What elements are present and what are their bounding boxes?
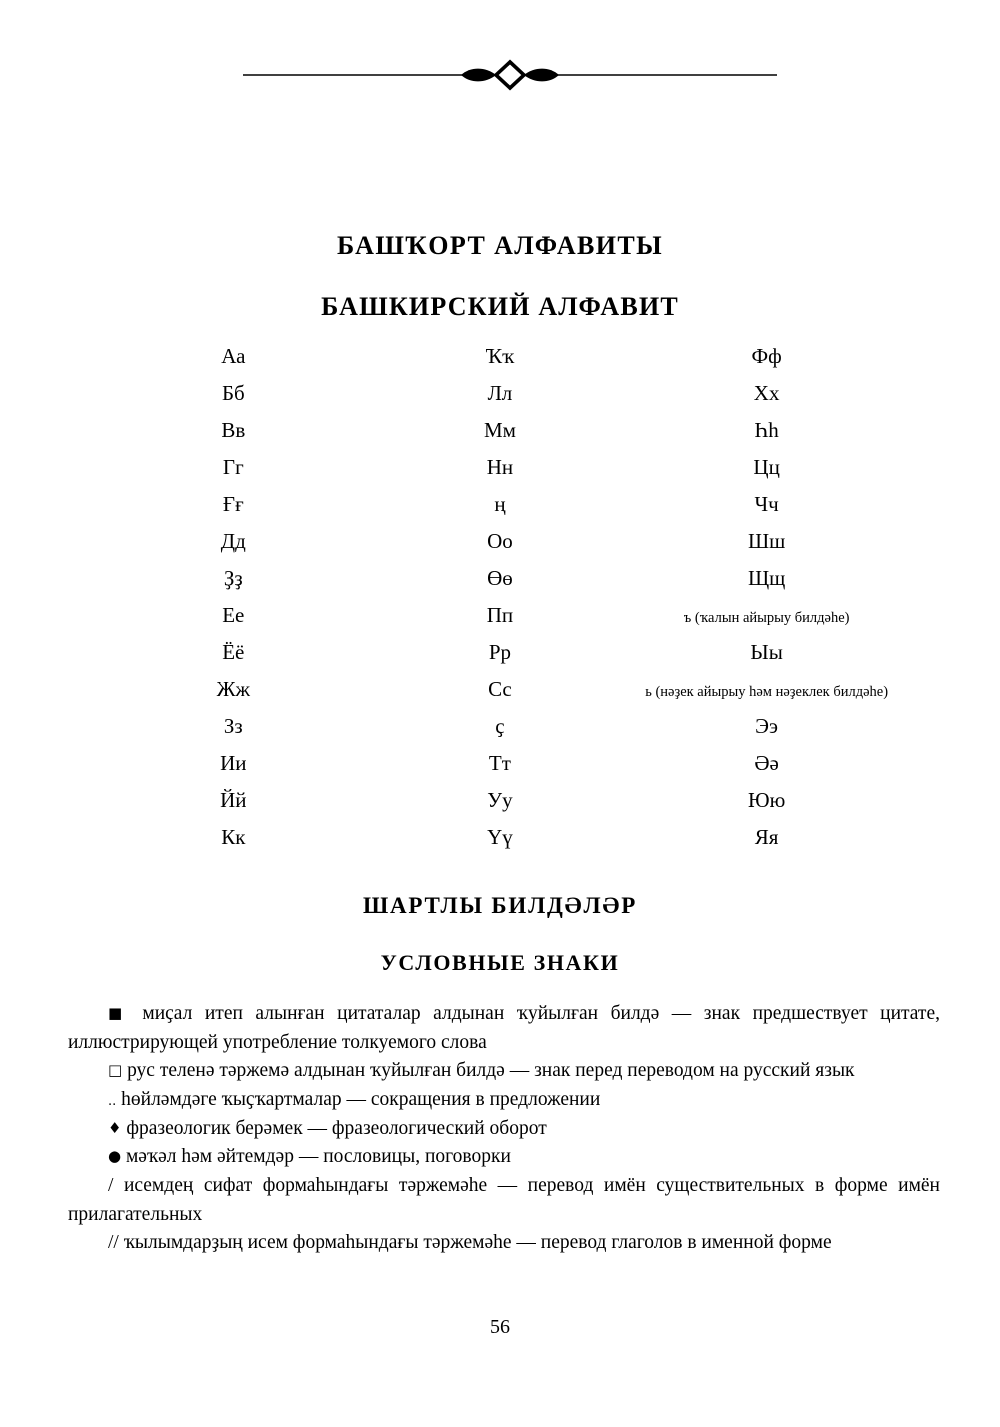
alphabet-cell: Жж bbox=[216, 677, 250, 701]
page-title-russian: БАШКИРСКИЙ АЛФАВИТ bbox=[321, 291, 679, 321]
alphabet-cell: Нн bbox=[486, 455, 514, 479]
table-row bbox=[100, 375, 900, 412]
alphabet-cell: Юю bbox=[747, 788, 786, 812]
alphabet-cell: Ҙҙ bbox=[223, 566, 243, 590]
alphabet-cell: Сс bbox=[488, 677, 512, 701]
table-row bbox=[100, 523, 900, 560]
table-row bbox=[100, 412, 900, 449]
page-title-bashkir: БАШҠОРТ АЛФАВИТЫ bbox=[336, 231, 664, 260]
alphabet-cell: Лл bbox=[487, 381, 513, 405]
legend-item bbox=[68, 1057, 940, 1086]
filled-circle-icon: ● bbox=[108, 1147, 122, 1166]
signs-heading-block bbox=[0, 893, 1000, 975]
legend-item-text: ҡылымдарҙың исем формаһындағы тәржемәһе — перевод глаголов в именной форме bbox=[118, 1232, 832, 1254]
filled-square-icon: ■ bbox=[108, 1004, 130, 1022]
alphabet-cell: Фф bbox=[751, 344, 782, 368]
diamond-flourish-rule-icon bbox=[243, 58, 777, 92]
alphabet-cell: Ҡҡ bbox=[485, 344, 515, 368]
alphabet-cell: Ыы bbox=[750, 640, 783, 664]
legend-list bbox=[68, 1000, 940, 1258]
alphabet-cell: Чч bbox=[754, 492, 779, 516]
table-row bbox=[100, 671, 900, 708]
alphabet-cell: ҫ bbox=[495, 714, 505, 738]
alphabet-cell: Щщ bbox=[747, 566, 786, 590]
alphabet-cell: Вв bbox=[221, 418, 246, 442]
legend-item bbox=[68, 1086, 940, 1115]
alphabet-cell: Гг bbox=[222, 455, 244, 479]
table-row bbox=[100, 338, 900, 375]
alphabet-cell: Шш bbox=[747, 529, 786, 553]
filled-diamond-icon: ♦ bbox=[108, 1118, 122, 1137]
table-row bbox=[100, 634, 900, 671]
two-dots-icon: .. bbox=[108, 1093, 117, 1109]
table-row bbox=[100, 819, 900, 856]
alphabet-cell: Кк bbox=[221, 825, 246, 849]
legend-item bbox=[68, 1115, 940, 1144]
alphabet-cell: Йй bbox=[220, 788, 247, 812]
alphabet-cell: Ғғ bbox=[222, 492, 244, 516]
alphabet-cell: Мм bbox=[483, 418, 516, 442]
alphabet-cell: Рр bbox=[488, 640, 512, 664]
legend-item-text: исемдең сифат формаһындағы тәржемәһе — перевод имён существительных в форме имён прилагательных bbox=[68, 1174, 940, 1225]
alphabet-cell: Өө bbox=[487, 566, 513, 590]
table-row bbox=[100, 560, 900, 597]
alphabet-heading-block bbox=[0, 232, 1000, 321]
table-row bbox=[100, 745, 900, 782]
alphabet-cell bbox=[633, 671, 900, 708]
alphabet-cell: Дд bbox=[220, 529, 246, 553]
table-row bbox=[100, 449, 900, 486]
hollow-square-icon: □ bbox=[108, 1061, 123, 1080]
legend-item-text: миҫал итеп алынған цитаталар алдынан ҡуйылған билдә — знак предшествует цитате, иллюстрирующей употребление толкуемого слова bbox=[68, 1003, 940, 1053]
alphabet-cell: Аа bbox=[221, 344, 246, 368]
alphabet-cell: Пп bbox=[486, 603, 514, 627]
table-row bbox=[100, 708, 900, 745]
alphabet-cell: Үү bbox=[487, 825, 513, 849]
page-number: 56 bbox=[490, 1316, 510, 1338]
section-title-russian: УСЛОВНЫЕ ЗНАКИ bbox=[380, 950, 620, 976]
table-row bbox=[100, 486, 900, 523]
alphabet-cell: ң bbox=[494, 492, 506, 516]
legend-item bbox=[68, 1143, 940, 1172]
legend-item bbox=[68, 1000, 940, 1057]
legend-item-text: рус теленә тәржемә алдынан ҡуйылған билдә — знак перед переводом на русский язык bbox=[122, 1060, 855, 1082]
alphabet-cell bbox=[633, 597, 900, 634]
table-row bbox=[100, 782, 900, 819]
legend-item bbox=[68, 1172, 940, 1229]
alphabet-cell: Ээ bbox=[755, 714, 779, 738]
alphabet-table bbox=[100, 338, 900, 856]
alphabet-cell: Бб bbox=[221, 381, 245, 405]
alphabet-cell: Әә bbox=[754, 751, 779, 775]
double-slash-icon: // bbox=[108, 1232, 119, 1254]
alphabet-cell: Яя bbox=[754, 825, 779, 849]
table-row bbox=[100, 597, 900, 634]
alphabet-cell: Уу bbox=[487, 788, 513, 812]
legend-item-text: мәҡәл һәм әйтемдәр — пословицы, поговорки bbox=[121, 1146, 511, 1168]
alphabet-cell: Ии bbox=[220, 751, 247, 775]
alphabet-cell: Цц bbox=[753, 455, 780, 479]
alphabet-cell: Һһ bbox=[754, 418, 779, 442]
slash-icon: / bbox=[108, 1174, 114, 1196]
alphabet-cell: Ёё bbox=[222, 640, 245, 664]
alphabet-note: ъ (ҡалын айырыу билдәһе) bbox=[683, 610, 850, 626]
alphabet-cell: Тт bbox=[488, 751, 511, 775]
alphabet-cell: Ее bbox=[222, 603, 245, 627]
legend-item-text: һөйләмдәге ҡыҫҡартмалар — сокращения в предложении bbox=[116, 1088, 601, 1110]
alphabet-cell: Хх bbox=[753, 381, 780, 405]
legend-item bbox=[68, 1229, 940, 1258]
alphabet-note: ь (нәҙек айырыу һәм нәҙеклек билдәһе) bbox=[645, 684, 889, 700]
legend-item-text: фразеологик берәмек — фразеологический оборот bbox=[121, 1117, 547, 1139]
section-title-bashkir: ШАРТЛЫ БИЛДӘЛӘР bbox=[362, 893, 638, 918]
alphabet-cell: Оо bbox=[487, 529, 513, 553]
alphabet-cell: Зз bbox=[223, 714, 243, 738]
